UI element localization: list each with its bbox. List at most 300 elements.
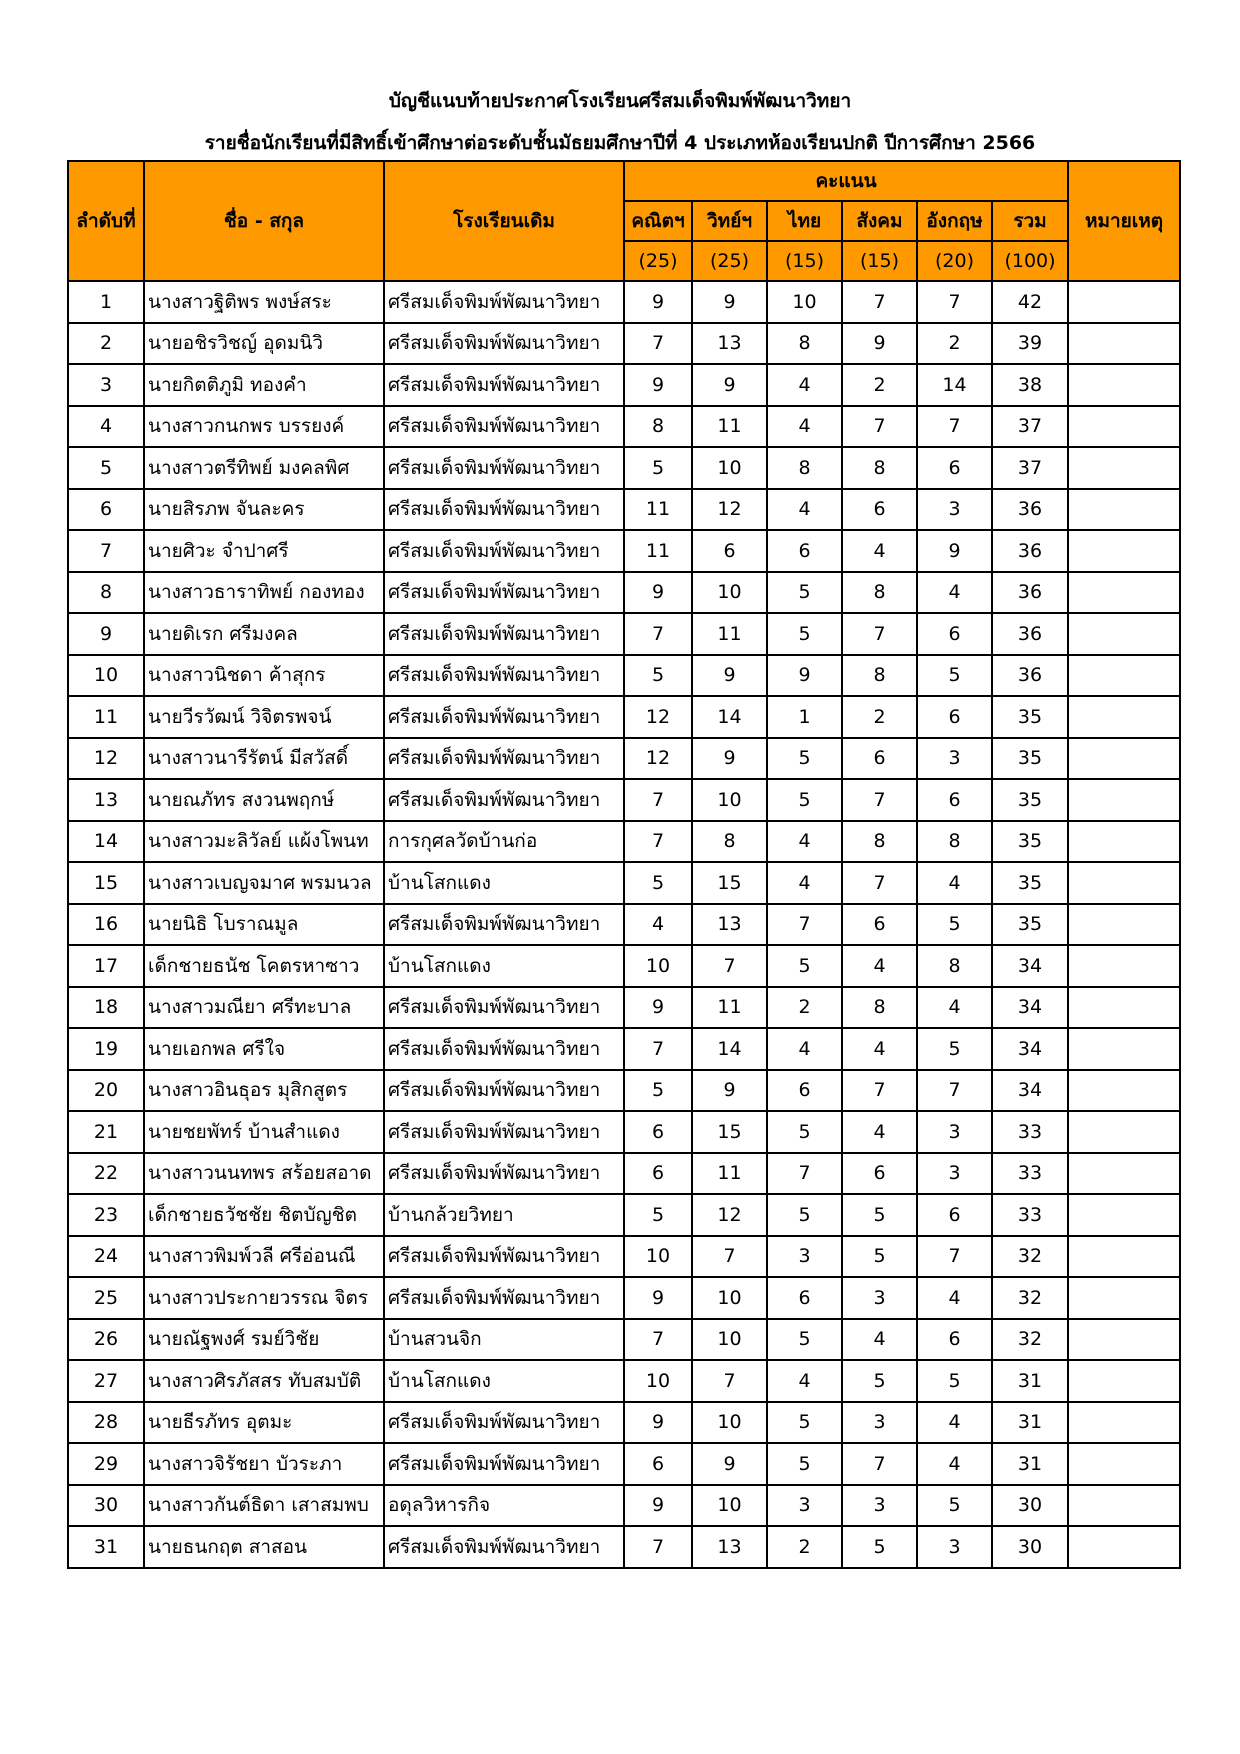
- cell-note: [1068, 904, 1180, 946]
- cell-no: 29: [68, 1443, 144, 1485]
- cell-science: 11: [692, 987, 767, 1029]
- cell-note: [1068, 987, 1180, 1029]
- cell-science: 10: [692, 1319, 767, 1361]
- cell-note: [1068, 323, 1180, 365]
- cell-note: [1068, 1402, 1180, 1444]
- cell-thai: 5: [767, 1443, 842, 1485]
- cell-math: 7: [624, 1028, 692, 1070]
- cell-math: 9: [624, 572, 692, 614]
- cell-thai: 5: [767, 1111, 842, 1153]
- table-row: [68, 1443, 1180, 1485]
- cell-note: [1068, 862, 1180, 904]
- cell-english: 7: [917, 1070, 992, 1112]
- cell-total: 36: [992, 489, 1068, 531]
- cell-social: 6: [842, 904, 917, 946]
- cell-total: 33: [992, 1111, 1068, 1153]
- document-title: บัญชีแนบท้ายประกาศโรงเรียนศรีสมเด็จพิมพ์พัฒนาวิทยา: [388, 90, 852, 112]
- cell-english: 3: [917, 1111, 992, 1153]
- table-row: [68, 1236, 1180, 1278]
- table-row: [68, 821, 1180, 863]
- header-science-max: (25): [692, 241, 767, 281]
- cell-math: 10: [624, 1360, 692, 1402]
- cell-name: นางสาวมณียา ศรีทะบาล: [144, 987, 384, 1029]
- table-row: [68, 945, 1180, 987]
- cell-no: 16: [68, 904, 144, 946]
- cell-math: 9: [624, 1485, 692, 1527]
- cell-english: 5: [917, 655, 992, 697]
- header-social: สังคม: [842, 201, 917, 241]
- cell-thai: 6: [767, 1277, 842, 1319]
- cell-math: 5: [624, 1070, 692, 1112]
- cell-total: 30: [992, 1485, 1068, 1527]
- header-thai: ไทย: [767, 201, 842, 241]
- cell-english: 3: [917, 1526, 992, 1568]
- cell-no: 3: [68, 364, 144, 406]
- cell-thai: 5: [767, 1319, 842, 1361]
- cell-name: นายกิตติภูมิ ทองคำ: [144, 364, 384, 406]
- cell-math: 5: [624, 1194, 692, 1236]
- cell-note: [1068, 779, 1180, 821]
- cell-science: 7: [692, 1236, 767, 1278]
- cell-total: 37: [992, 447, 1068, 489]
- table-row: [68, 1028, 1180, 1070]
- cell-total: 31: [992, 1402, 1068, 1444]
- cell-english: 6: [917, 447, 992, 489]
- cell-english: 4: [917, 862, 992, 904]
- cell-total: 35: [992, 821, 1068, 863]
- cell-school: ศรีสมเด็จพิมพ์พัฒนาวิทยา: [384, 323, 624, 365]
- header-english-max: (20): [917, 241, 992, 281]
- cell-no: 19: [68, 1028, 144, 1070]
- cell-social: 7: [842, 1070, 917, 1112]
- cell-name: นายวีรวัฒน์ วิจิตรพจน์: [144, 696, 384, 738]
- cell-total: 35: [992, 862, 1068, 904]
- cell-english: 6: [917, 696, 992, 738]
- cell-social: 5: [842, 1526, 917, 1568]
- table-row: [68, 489, 1180, 531]
- cell-thai: 1: [767, 696, 842, 738]
- cell-no: 7: [68, 530, 144, 572]
- cell-school: บ้านโสกแดง: [384, 1360, 624, 1402]
- cell-science: 12: [692, 1194, 767, 1236]
- cell-school: ศรีสมเด็จพิมพ์พัฒนาวิทยา: [384, 904, 624, 946]
- cell-social: 7: [842, 613, 917, 655]
- cell-math: 6: [624, 1111, 692, 1153]
- cell-english: 3: [917, 738, 992, 780]
- cell-school: ศรีสมเด็จพิมพ์พัฒนาวิทยา: [384, 447, 624, 489]
- cell-name: นางสาวกันต์ธิดา เสาสมพบ: [144, 1485, 384, 1527]
- cell-note: [1068, 489, 1180, 531]
- cell-math: 6: [624, 1153, 692, 1195]
- header-math-max: (25): [624, 241, 692, 281]
- cell-no: 9: [68, 613, 144, 655]
- table-row: [68, 987, 1180, 1029]
- cell-english: 6: [917, 1319, 992, 1361]
- table-body: [68, 281, 1180, 1568]
- cell-math: 10: [624, 1236, 692, 1278]
- header-social-max: (15): [842, 241, 917, 281]
- cell-english: 2: [917, 323, 992, 365]
- cell-school: การกุศลวัดบ้านก่อ: [384, 821, 624, 863]
- cell-note: [1068, 1319, 1180, 1361]
- cell-english: 6: [917, 779, 992, 821]
- cell-note: [1068, 738, 1180, 780]
- cell-science: 15: [692, 862, 767, 904]
- cell-note: [1068, 1236, 1180, 1278]
- cell-science: 13: [692, 904, 767, 946]
- cell-note: [1068, 613, 1180, 655]
- cell-science: 7: [692, 1360, 767, 1402]
- cell-social: 7: [842, 862, 917, 904]
- cell-science: 10: [692, 1485, 767, 1527]
- cell-social: 4: [842, 945, 917, 987]
- table-row: [68, 1526, 1180, 1568]
- cell-thai: 4: [767, 364, 842, 406]
- cell-school: ศรีสมเด็จพิมพ์พัฒนาวิทยา: [384, 281, 624, 323]
- cell-english: 5: [917, 1028, 992, 1070]
- cell-thai: 5: [767, 945, 842, 987]
- cell-name: นางสาวนารีรัตน์ มีสวัสดิ์: [144, 738, 384, 780]
- cell-note: [1068, 281, 1180, 323]
- cell-school: ศรีสมเด็จพิมพ์พัฒนาวิทยา: [384, 1111, 624, 1153]
- table-row: [68, 1111, 1180, 1153]
- cell-english: 8: [917, 821, 992, 863]
- cell-name: นางสาวนนทพร สร้อยสอาด: [144, 1153, 384, 1195]
- cell-science: 11: [692, 406, 767, 448]
- cell-english: 14: [917, 364, 992, 406]
- cell-science: 9: [692, 1070, 767, 1112]
- cell-name: นายชยพัทร์ บ้านสำแดง: [144, 1111, 384, 1153]
- cell-english: 3: [917, 1153, 992, 1195]
- cell-science: 9: [692, 281, 767, 323]
- cell-english: 3: [917, 489, 992, 531]
- cell-math: 12: [624, 696, 692, 738]
- cell-science: 13: [692, 1526, 767, 1568]
- cell-school: ศรีสมเด็จพิมพ์พัฒนาวิทยา: [384, 530, 624, 572]
- cell-social: 3: [842, 1402, 917, 1444]
- cell-school: ศรีสมเด็จพิมพ์พัฒนาวิทยา: [384, 1277, 624, 1319]
- cell-science: 9: [692, 364, 767, 406]
- cell-total: 37: [992, 406, 1068, 448]
- cell-math: 10: [624, 945, 692, 987]
- cell-thai: 10: [767, 281, 842, 323]
- cell-name: นางสาวอินธุอร มุสิกสูตร: [144, 1070, 384, 1112]
- cell-name: นายณภัทร สงวนพฤกษ์: [144, 779, 384, 821]
- table-row: [68, 1194, 1180, 1236]
- cell-thai: 6: [767, 530, 842, 572]
- cell-thai: 8: [767, 323, 842, 365]
- cell-social: 8: [842, 447, 917, 489]
- results-table: [67, 160, 1181, 1569]
- cell-no: 5: [68, 447, 144, 489]
- cell-no: 20: [68, 1070, 144, 1112]
- header-school: โรงเรียนเดิม: [384, 161, 624, 281]
- table-row: [68, 1319, 1180, 1361]
- cell-note: [1068, 696, 1180, 738]
- cell-math: 7: [624, 323, 692, 365]
- cell-math: 5: [624, 447, 692, 489]
- cell-social: 2: [842, 696, 917, 738]
- cell-no: 12: [68, 738, 144, 780]
- cell-social: 6: [842, 489, 917, 531]
- cell-total: 34: [992, 945, 1068, 987]
- cell-math: 11: [624, 530, 692, 572]
- cell-no: 18: [68, 987, 144, 1029]
- cell-school: ศรีสมเด็จพิมพ์พัฒนาวิทยา: [384, 1443, 624, 1485]
- table-row: [68, 1485, 1180, 1527]
- table-row: [68, 447, 1180, 489]
- cell-science: 9: [692, 655, 767, 697]
- cell-note: [1068, 1485, 1180, 1527]
- cell-thai: 8: [767, 447, 842, 489]
- cell-no: 8: [68, 572, 144, 614]
- header-no: ลำดับที่: [68, 161, 144, 281]
- cell-math: 8: [624, 406, 692, 448]
- cell-school: ศรีสมเด็จพิมพ์พัฒนาวิทยา: [384, 1236, 624, 1278]
- cell-thai: 4: [767, 1028, 842, 1070]
- cell-math: 4: [624, 904, 692, 946]
- cell-math: 11: [624, 489, 692, 531]
- cell-school: ศรีสมเด็จพิมพ์พัฒนาวิทยา: [384, 364, 624, 406]
- cell-math: 7: [624, 1319, 692, 1361]
- cell-science: 7: [692, 945, 767, 987]
- cell-english: 4: [917, 572, 992, 614]
- cell-thai: 3: [767, 1485, 842, 1527]
- cell-math: 7: [624, 1526, 692, 1568]
- cell-school: ศรีสมเด็จพิมพ์พัฒนาวิทยา: [384, 696, 624, 738]
- cell-total: 34: [992, 1070, 1068, 1112]
- cell-note: [1068, 1028, 1180, 1070]
- cell-note: [1068, 655, 1180, 697]
- cell-thai: 3: [767, 1236, 842, 1278]
- cell-name: นางสาวนิชดา ค้าสุกร: [144, 655, 384, 697]
- cell-name: นางสาวมะลิวัลย์ แผ้งโพนท: [144, 821, 384, 863]
- cell-no: 22: [68, 1153, 144, 1195]
- cell-math: 7: [624, 613, 692, 655]
- cell-total: 36: [992, 572, 1068, 614]
- header-score: คะแนน: [624, 161, 1068, 201]
- cell-social: 9: [842, 323, 917, 365]
- cell-social: 2: [842, 364, 917, 406]
- cell-science: 9: [692, 1443, 767, 1485]
- table-row: [68, 655, 1180, 697]
- cell-total: 32: [992, 1236, 1068, 1278]
- cell-note: [1068, 1360, 1180, 1402]
- cell-english: 4: [917, 987, 992, 1029]
- cell-english: 5: [917, 904, 992, 946]
- cell-thai: 2: [767, 987, 842, 1029]
- cell-total: 36: [992, 655, 1068, 697]
- cell-english: 6: [917, 1194, 992, 1236]
- cell-math: 12: [624, 738, 692, 780]
- cell-note: [1068, 1111, 1180, 1153]
- cell-no: 27: [68, 1360, 144, 1402]
- cell-name: นายอชิรวิชญ์ อุดมนิวิ: [144, 323, 384, 365]
- cell-science: 10: [692, 1277, 767, 1319]
- cell-note: [1068, 364, 1180, 406]
- table-row: [68, 1402, 1180, 1444]
- cell-no: 17: [68, 945, 144, 987]
- cell-thai: 4: [767, 1360, 842, 1402]
- cell-note: [1068, 1443, 1180, 1485]
- cell-social: 3: [842, 1277, 917, 1319]
- table-header: [68, 161, 1180, 281]
- cell-total: 35: [992, 738, 1068, 780]
- cell-science: 13: [692, 323, 767, 365]
- header-math: คณิตฯ: [624, 201, 692, 241]
- cell-english: 7: [917, 281, 992, 323]
- cell-no: 24: [68, 1236, 144, 1278]
- cell-school: ศรีสมเด็จพิมพ์พัฒนาวิทยา: [384, 655, 624, 697]
- cell-no: 11: [68, 696, 144, 738]
- cell-note: [1068, 447, 1180, 489]
- cell-total: 38: [992, 364, 1068, 406]
- cell-school: บ้านโสกแดง: [384, 862, 624, 904]
- table-row: [68, 406, 1180, 448]
- cell-science: 14: [692, 696, 767, 738]
- cell-name: เด็กชายธวัชชัย ชิตบัญชิต: [144, 1194, 384, 1236]
- cell-no: 21: [68, 1111, 144, 1153]
- cell-social: 4: [842, 1028, 917, 1070]
- table-row: [68, 738, 1180, 780]
- header-science: วิทย์ฯ: [692, 201, 767, 241]
- cell-no: 31: [68, 1526, 144, 1568]
- cell-social: 7: [842, 779, 917, 821]
- table-row: [68, 904, 1180, 946]
- cell-school: ศรีสมเด็จพิมพ์พัฒนาวิทยา: [384, 1070, 624, 1112]
- cell-note: [1068, 1277, 1180, 1319]
- cell-social: 6: [842, 738, 917, 780]
- cell-no: 30: [68, 1485, 144, 1527]
- table-row: [68, 779, 1180, 821]
- header-total-max: (100): [992, 241, 1068, 281]
- cell-no: 1: [68, 281, 144, 323]
- cell-total: 35: [992, 779, 1068, 821]
- cell-name: นายดิเรก ศรีมงคล: [144, 613, 384, 655]
- cell-english: 4: [917, 1402, 992, 1444]
- cell-name: นางสาวกนกพร บรรยงค์: [144, 406, 384, 448]
- cell-math: 9: [624, 364, 692, 406]
- table-row: [68, 530, 1180, 572]
- cell-math: 9: [624, 1402, 692, 1444]
- cell-name: นายณัฐพงศ์ รมย์วิชัย: [144, 1319, 384, 1361]
- cell-no: 26: [68, 1319, 144, 1361]
- cell-science: 9: [692, 738, 767, 780]
- cell-no: 28: [68, 1402, 144, 1444]
- cell-total: 42: [992, 281, 1068, 323]
- cell-name: นางสาวประกายวรรณ จิตร: [144, 1277, 384, 1319]
- cell-total: 33: [992, 1194, 1068, 1236]
- cell-no: 23: [68, 1194, 144, 1236]
- cell-total: 35: [992, 904, 1068, 946]
- table-row: [68, 572, 1180, 614]
- cell-math: 5: [624, 655, 692, 697]
- cell-science: 10: [692, 447, 767, 489]
- cell-thai: 5: [767, 613, 842, 655]
- table-row: [68, 1360, 1180, 1402]
- cell-math: 5: [624, 862, 692, 904]
- cell-no: 15: [68, 862, 144, 904]
- cell-name: นางสาวตรีทิพย์ มงคลพิศ: [144, 447, 384, 489]
- table-row: [68, 1070, 1180, 1112]
- cell-social: 4: [842, 1319, 917, 1361]
- cell-school: อดุลวิหารกิจ: [384, 1485, 624, 1527]
- cell-science: 10: [692, 779, 767, 821]
- cell-name: นายนิธิ โบราณมูล: [144, 904, 384, 946]
- cell-science: 11: [692, 1153, 767, 1195]
- cell-school: ศรีสมเด็จพิมพ์พัฒนาวิทยา: [384, 987, 624, 1029]
- cell-total: 36: [992, 530, 1068, 572]
- header-thai-max: (15): [767, 241, 842, 281]
- cell-math: 7: [624, 821, 692, 863]
- cell-name: นางสาวศิรภัสสร ทับสมบัติ: [144, 1360, 384, 1402]
- cell-math: 9: [624, 987, 692, 1029]
- table-row: [68, 364, 1180, 406]
- cell-note: [1068, 1153, 1180, 1195]
- cell-thai: 4: [767, 406, 842, 448]
- header-english: อังกฤษ: [917, 201, 992, 241]
- table-row: [68, 862, 1180, 904]
- document-subtitle: รายชื่อนักเรียนที่มีสิทธิ์เข้าศึกษาต่อระดับชั้นมัธยมศึกษาปีที่ 4 ประเภทห้องเรียนปกติ ปีการศึกษา 2566: [204, 132, 1036, 154]
- cell-no: 2: [68, 323, 144, 365]
- cell-science: 15: [692, 1111, 767, 1153]
- table-row: [68, 613, 1180, 655]
- cell-note: [1068, 406, 1180, 448]
- cell-social: 5: [842, 1360, 917, 1402]
- cell-thai: 5: [767, 738, 842, 780]
- header-note: หมายเหตุ: [1068, 161, 1180, 281]
- cell-social: 7: [842, 1443, 917, 1485]
- header-total: รวม: [992, 201, 1068, 241]
- cell-social: 8: [842, 821, 917, 863]
- cell-thai: 5: [767, 1194, 842, 1236]
- cell-english: 4: [917, 1443, 992, 1485]
- cell-english: 4: [917, 1277, 992, 1319]
- cell-total: 34: [992, 987, 1068, 1029]
- cell-name: นายธนกฤต สาสอน: [144, 1526, 384, 1568]
- cell-total: 34: [992, 1028, 1068, 1070]
- cell-total: 32: [992, 1319, 1068, 1361]
- cell-school: ศรีสมเด็จพิมพ์พัฒนาวิทยา: [384, 738, 624, 780]
- cell-science: 14: [692, 1028, 767, 1070]
- cell-social: 3: [842, 1485, 917, 1527]
- cell-math: 6: [624, 1443, 692, 1485]
- cell-total: 39: [992, 323, 1068, 365]
- cell-total: 31: [992, 1360, 1068, 1402]
- cell-note: [1068, 821, 1180, 863]
- cell-english: 9: [917, 530, 992, 572]
- cell-social: 8: [842, 987, 917, 1029]
- cell-science: 8: [692, 821, 767, 863]
- cell-school: ศรีสมเด็จพิมพ์พัฒนาวิทยา: [384, 1028, 624, 1070]
- table-row: [68, 1277, 1180, 1319]
- cell-name: นายสิรภพ จันละคร: [144, 489, 384, 531]
- cell-note: [1068, 1194, 1180, 1236]
- cell-school: ศรีสมเด็จพิมพ์พัฒนาวิทยา: [384, 572, 624, 614]
- cell-english: 5: [917, 1360, 992, 1402]
- table-row: [68, 281, 1180, 323]
- cell-school: ศรีสมเด็จพิมพ์พัฒนาวิทยา: [384, 613, 624, 655]
- cell-school: ศรีสมเด็จพิมพ์พัฒนาวิทยา: [384, 779, 624, 821]
- cell-name: นางสาวฐิติพร พงษ์สระ: [144, 281, 384, 323]
- cell-social: 4: [842, 530, 917, 572]
- cell-school: ศรีสมเด็จพิมพ์พัฒนาวิทยา: [384, 1153, 624, 1195]
- cell-note: [1068, 945, 1180, 987]
- cell-english: 6: [917, 613, 992, 655]
- cell-total: 30: [992, 1526, 1068, 1568]
- cell-school: บ้านสวนจิก: [384, 1319, 624, 1361]
- cell-thai: 4: [767, 862, 842, 904]
